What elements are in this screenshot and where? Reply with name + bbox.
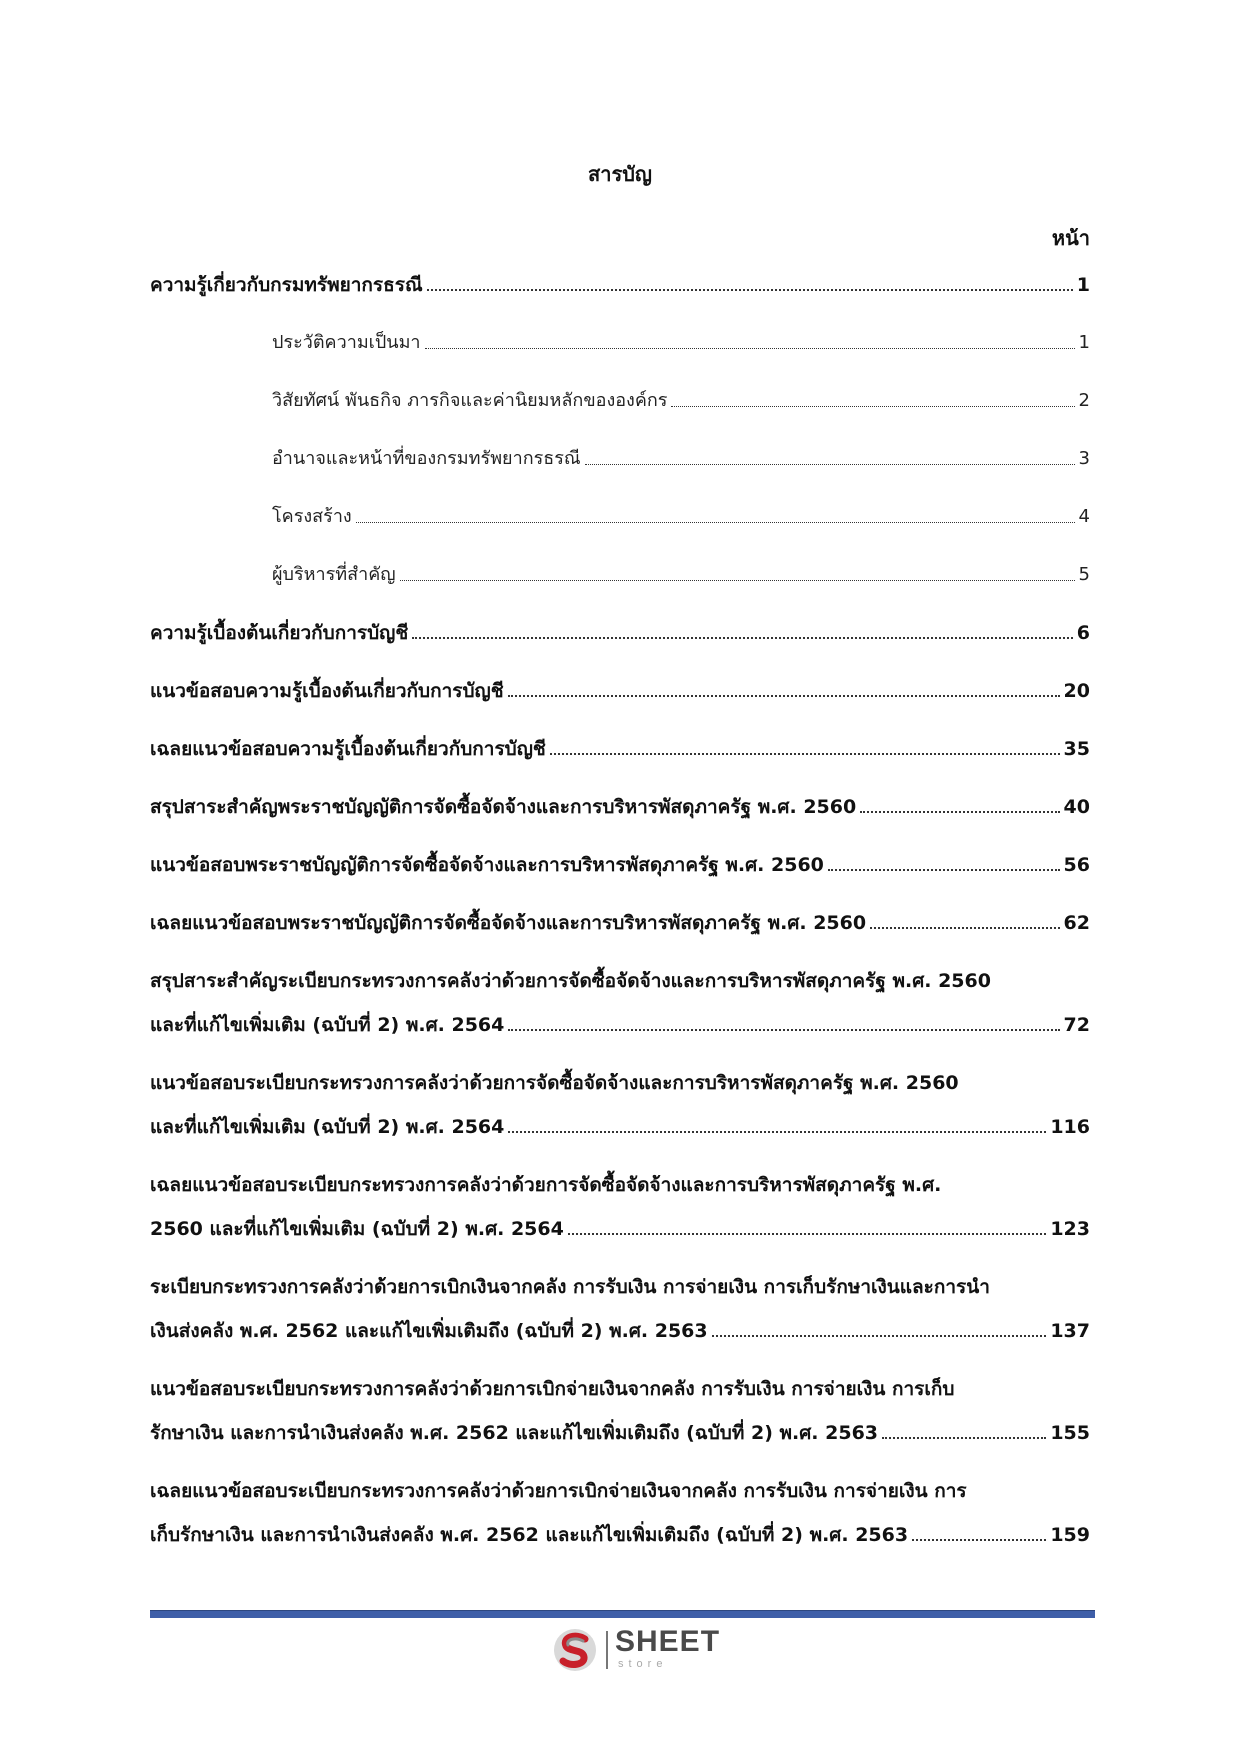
toc-entry-page: 4 bbox=[1078, 506, 1090, 527]
toc-entry-title-line1: แนวข้อสอบระเบียบกระทรวงการคลังว่าด้วยการจัดซื้อจัดจ้างและการบริหารพัสดุภาครัฐ พ.ศ. 2560 bbox=[150, 1072, 959, 1094]
toc-entry[interactable] bbox=[150, 736, 1090, 762]
toc-entry-title: เก็บรักษาเงิน และการนำเงินส่งคลัง พ.ศ. 2562 และแก้ไขเพิ่มเติมถึง (ฉบับที่ 2) พ.ศ. 2563 bbox=[150, 1524, 909, 1546]
toc-entry-title: 2560 และที่แก้ไขเพิ่มเติม (ฉบับที่ 2) พ.ศ. 2564 bbox=[150, 1218, 564, 1240]
toc-entry-multiline[interactable] bbox=[150, 968, 1090, 1038]
dot-leader bbox=[568, 1233, 1046, 1235]
toc-subentry[interactable] bbox=[150, 330, 1090, 356]
toc-entry-title: และที่แก้ไขเพิ่มเติม (ฉบับที่ 2) พ.ศ. 2564 bbox=[150, 1014, 505, 1036]
footer-logo bbox=[552, 1625, 722, 1677]
dot-leader bbox=[671, 406, 1074, 407]
toc-entry-title: เฉลยแนวข้อสอบความรู้เบื้องต้นเกี่ยวกับการบัญชี bbox=[150, 738, 546, 760]
dot-leader bbox=[870, 927, 1059, 929]
toc-entry-title: เงินส่งคลัง พ.ศ. 2562 และแก้ไขเพิ่มเติมถึง (ฉบับที่ 2) พ.ศ. 2563 bbox=[150, 1320, 708, 1342]
dot-leader bbox=[912, 1539, 1046, 1541]
toc-entry-title: แนวข้อสอบพระราชบัญญัติการจัดซื้อจัดจ้างและการบริหารพัสดุภาครัฐ พ.ศ. 2560 bbox=[150, 854, 824, 876]
dot-leader bbox=[860, 811, 1059, 813]
dot-leader bbox=[828, 869, 1060, 871]
dot-leader bbox=[425, 348, 1075, 349]
dot-leader bbox=[508, 1029, 1059, 1031]
toc-entry-page: 35 bbox=[1063, 738, 1090, 760]
toc-entry-title: วิสัยทัศน์ พันธกิจ ภารกิจและค่านิยมหลักขององค์กร bbox=[272, 390, 668, 411]
toc-entry-multiline[interactable] bbox=[150, 1172, 1090, 1242]
toc-entry-page: 5 bbox=[1078, 564, 1090, 585]
toc-entry-page: 116 bbox=[1050, 1116, 1090, 1138]
dot-leader bbox=[712, 1335, 1047, 1337]
toc-entry-title: และที่แก้ไขเพิ่มเติม (ฉบับที่ 2) พ.ศ. 2564 bbox=[150, 1116, 505, 1138]
toc-entry-page: 56 bbox=[1063, 854, 1090, 876]
toc-entry-page: 1 bbox=[1076, 274, 1090, 296]
dot-leader bbox=[400, 580, 1075, 581]
table-of-contents bbox=[150, 272, 1090, 1548]
toc-subentry[interactable] bbox=[150, 446, 1090, 472]
toc-entry-page: 155 bbox=[1050, 1422, 1090, 1444]
toc-entry-title-line1: ระเบียบกระทรวงการคลังว่าด้วยการเบิกเงินจากคลัง การรับเงิน การจ่ายเงิน การเก็บรักษาเงินและการนำ bbox=[150, 1276, 990, 1298]
toc-entry-multiline[interactable] bbox=[150, 1274, 1090, 1344]
toc-entry-page: 1 bbox=[1078, 332, 1090, 353]
toc-subentry[interactable] bbox=[150, 388, 1090, 414]
toc-entry-title: ประวัติความเป็นมา bbox=[272, 332, 421, 353]
toc-entry-page: 137 bbox=[1050, 1320, 1090, 1342]
toc-entry-multiline[interactable] bbox=[150, 1376, 1090, 1446]
toc-entry[interactable] bbox=[150, 910, 1090, 936]
toc-entry-page: 3 bbox=[1078, 448, 1090, 469]
toc-entry-title: รักษาเงิน และการนำเงินส่งคลัง พ.ศ. 2562 และแก้ไขเพิ่มเติมถึง (ฉบับที่ 2) พ.ศ. 2563 bbox=[150, 1422, 879, 1444]
toc-entry[interactable] bbox=[150, 852, 1090, 878]
toc-entry-page: 20 bbox=[1063, 680, 1090, 702]
toc-entry-title: อำนาจและหน้าที่ของกรมทรัพยากรธรณี bbox=[272, 448, 581, 469]
toc-entry[interactable] bbox=[150, 794, 1090, 820]
toc-entry-title-line1: เฉลยแนวข้อสอบระเบียบกระทรวงการคลังว่าด้วยการเบิกจ่ายเงินจากคลัง การรับเงิน การจ่ายเงิน การ bbox=[150, 1480, 967, 1502]
page-column-header: หน้า bbox=[1051, 226, 1090, 250]
toc-entry-page: 6 bbox=[1076, 622, 1090, 644]
dot-leader bbox=[427, 289, 1073, 291]
toc-entry-title: เฉลยแนวข้อสอบพระราชบัญญัติการจัดซื้อจัดจ้างและการบริหารพัสดุภาครัฐ พ.ศ. 2560 bbox=[150, 912, 867, 934]
toc-subentry[interactable] bbox=[150, 562, 1090, 588]
dot-leader bbox=[585, 464, 1075, 465]
dot-leader bbox=[550, 753, 1060, 755]
page-title: สารบัญ bbox=[588, 162, 652, 186]
toc-entry[interactable] bbox=[150, 272, 1090, 298]
dot-leader bbox=[882, 1437, 1046, 1439]
dot-leader bbox=[508, 1131, 1046, 1133]
sheet-store-s-logo-icon bbox=[552, 1627, 598, 1673]
logo-separator bbox=[606, 1631, 608, 1669]
toc-entry-page: 40 bbox=[1063, 796, 1090, 818]
toc-entry-page: 2 bbox=[1078, 390, 1090, 411]
toc-entry-title-line1: สรุปสาระสำคัญระเบียบกระทรวงการคลังว่าด้วยการจัดซื้อจัดจ้างและการบริหารพัสดุภาครัฐ พ.ศ. 2560 bbox=[150, 970, 991, 992]
toc-entry-multiline[interactable] bbox=[150, 1070, 1090, 1140]
toc-entry-title: ผู้บริหารที่สำคัญ bbox=[272, 564, 396, 585]
toc-entry-title-line1: แนวข้อสอบระเบียบกระทรวงการคลังว่าด้วยการเบิกจ่ายเงินจากคลัง การรับเงิน การจ่ายเงิน การเก็บ bbox=[150, 1378, 955, 1400]
toc-entry-page: 123 bbox=[1050, 1218, 1090, 1240]
toc-entry-page: 72 bbox=[1063, 1014, 1090, 1036]
brand-sub: store bbox=[618, 1658, 668, 1670]
toc-entry[interactable] bbox=[150, 678, 1090, 704]
toc-entry-page: 159 bbox=[1050, 1524, 1090, 1546]
footer-rule bbox=[150, 1610, 1095, 1618]
toc-entry-title: ความรู้เบื้องต้นเกี่ยวกับการบัญชี bbox=[150, 622, 409, 644]
toc-entry-title: โครงสร้าง bbox=[272, 506, 352, 527]
toc-subentry[interactable] bbox=[150, 504, 1090, 530]
toc-entry-title: ความรู้เกี่ยวกับกรมทรัพยากรธรณี bbox=[150, 274, 423, 296]
dot-leader bbox=[412, 637, 1073, 639]
toc-entry-title-line1: เฉลยแนวข้อสอบระเบียบกระทรวงการคลังว่าด้วยการจัดซื้อจัดจ้างและการบริหารพัสดุภาครัฐ พ.ศ. bbox=[150, 1174, 942, 1196]
toc-entry-title: แนวข้อสอบความรู้เบื้องต้นเกี่ยวกับการบัญชี bbox=[150, 680, 504, 702]
dot-leader bbox=[508, 695, 1060, 697]
toc-entry[interactable] bbox=[150, 620, 1090, 646]
toc-entry-title: สรุปสาระสำคัญพระราชบัญญัติการจัดซื้อจัดจ้างและการบริหารพัสดุภาครัฐ พ.ศ. 2560 bbox=[150, 796, 857, 818]
toc-entry-multiline[interactable] bbox=[150, 1478, 1090, 1548]
brand-word: SHEET bbox=[615, 1625, 721, 1658]
toc-entry-page: 62 bbox=[1063, 912, 1090, 934]
dot-leader bbox=[356, 522, 1075, 523]
